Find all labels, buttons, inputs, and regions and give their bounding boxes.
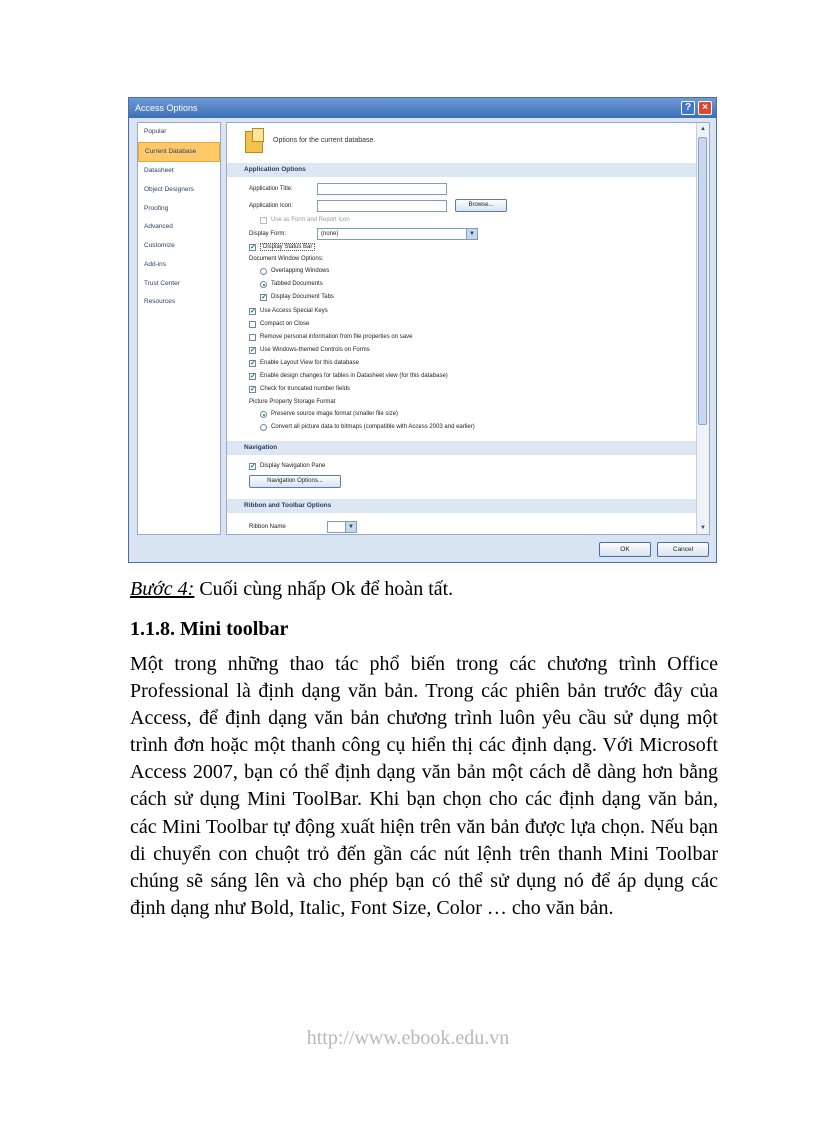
- scrollbar-thumb[interactable]: [698, 137, 707, 425]
- preserve-source-radio[interactable]: [260, 411, 267, 418]
- cancel-button[interactable]: Cancel: [657, 542, 709, 557]
- database-options-icon: [245, 131, 263, 153]
- check-truncated-label: Check for truncated number fields: [260, 386, 351, 392]
- nav-item-resources[interactable]: Resources: [144, 298, 176, 306]
- chevron-down-icon: ▼: [466, 229, 477, 239]
- step-label: Bước 4:: [130, 578, 195, 600]
- access-options-dialog: [128, 97, 717, 563]
- options-content: [226, 122, 710, 535]
- use-windows-themed-checkbox[interactable]: ✓: [250, 347, 256, 354]
- body-paragraph: Một trong những thao tác phổ biến trong các chương trình Office Professional là định dạng văn bản. Trong các phiên bản trước đây của Access, để định dạng văn bản chương trình luôn yêu cầu sử dụng một trình đơn hoặc một thanh công cụ hiển thị các định dạng. Với Microsoft Access 2007, bạn có thể định dạng văn bản một cách dễ dàng hơn bằng cách sử dụng Mini ToolBar. Khi bạn chọn cho các định dạng văn bản, các Mini Toolbar tự động xuất hiện trên văn bản được lựa chọn. Nếu bạn di chuyển con chuột trỏ đến gần các nút lệnh trên thanh Mini Toolbar chúng sẽ sáng lên và cho phép bạn có thể sử dụng nó để áp dụng các định dạng như Bold, Italic, Font Size, Color … cho văn bản.: [130, 653, 718, 919]
- ribbon-name-label: Ribbon Name: [249, 524, 286, 530]
- remove-personal-info-label: Remove personal information from file properties on save: [260, 334, 413, 340]
- overlapping-windows-label: Overlapping Windows: [271, 268, 330, 274]
- dialog-title: Access Options: [135, 103, 198, 113]
- picture-storage-label: Picture Property Storage Format: [249, 399, 336, 405]
- display-status-bar-label: Display Status Bar: [260, 243, 315, 251]
- step-text: Cuối cùng nhấp Ok để hoàn tất.: [194, 578, 454, 600]
- display-form-value: (none): [321, 231, 339, 237]
- ok-button[interactable]: OK: [599, 542, 651, 557]
- section-heading: 1.1.8. Mini toolbar: [130, 618, 289, 640]
- nav-item-proofing[interactable]: Proofing: [144, 204, 169, 212]
- content-scrollbar[interactable]: [696, 123, 709, 534]
- display-status-bar-checkbox[interactable]: ✓: [250, 244, 256, 251]
- application-icon-label: Application Icon:: [249, 203, 294, 209]
- use-as-form-icon-label: Use as Form and Report Icon: [271, 217, 350, 223]
- nav-item-datasheet[interactable]: Datasheet: [144, 167, 174, 175]
- application-title-label: Application Title:: [249, 186, 293, 192]
- section-ribbon-toolbar: Ribbon and Toolbar Options: [227, 499, 697, 513]
- close-button[interactable]: ×: [698, 101, 712, 115]
- use-as-form-icon-checkbox[interactable]: [260, 217, 267, 224]
- nav-item-object-designers[interactable]: Object Designers: [144, 186, 194, 194]
- use-windows-themed-label: Use Windows-themed Controls on Forms: [260, 347, 370, 353]
- enable-layout-view-label: Enable Layout View for this database: [260, 360, 359, 366]
- nav-item-current-database[interactable]: Current Database: [138, 142, 220, 163]
- document-window-options-label: Document Window Options:: [249, 256, 324, 262]
- preserve-source-label: Preserve source image format (smaller file size): [271, 411, 399, 417]
- nav-item-popular[interactable]: Popular: [144, 128, 167, 135]
- nav-item-add-ins[interactable]: Add-ins: [144, 260, 167, 268]
- compact-on-close-label: Compact on Close: [260, 321, 310, 327]
- display-nav-pane-label: Display Navigation Pane: [260, 463, 326, 469]
- scroll-up-icon[interactable]: ▲: [700, 126, 706, 132]
- display-document-tabs-label: Display Document Tabs: [271, 294, 334, 300]
- enable-design-changes-checkbox[interactable]: ✓: [250, 373, 256, 380]
- use-access-special-keys-checkbox[interactable]: ✓: [250, 308, 256, 315]
- check-truncated-checkbox[interactable]: ✓: [250, 386, 256, 393]
- help-button[interactable]: ?: [681, 101, 695, 115]
- scroll-down-icon[interactable]: ▼: [700, 525, 706, 531]
- display-nav-pane-checkbox[interactable]: ✓: [250, 463, 256, 470]
- options-header-text: Options for the current database.: [273, 137, 376, 144]
- display-document-tabs-checkbox[interactable]: ✓: [261, 294, 267, 301]
- chevron-down-icon: ▼: [345, 522, 356, 532]
- enable-design-changes-label: Enable design changes for tables in Datasheet view (for this database): [260, 373, 448, 379]
- ribbon-name-dropdown[interactable]: [327, 521, 357, 533]
- options-nav: [137, 122, 221, 535]
- tabbed-documents-label: Tabbed Documents: [271, 281, 323, 287]
- application-icon-input[interactable]: [317, 200, 447, 212]
- browse-button[interactable]: Browse...: [455, 199, 507, 212]
- footer-url: http://www.ebook.edu.vn: [306, 1027, 510, 1049]
- display-form-dropdown[interactable]: [317, 228, 478, 240]
- section-application-options: Application Options: [227, 163, 697, 177]
- dialog-titlebar: [129, 98, 716, 118]
- step-caption: [130, 578, 453, 601]
- use-access-special-keys-label: Use Access Special Keys: [260, 308, 328, 314]
- tabbed-documents-radio[interactable]: [260, 281, 267, 288]
- convert-picture-label: Convert all picture data to bitmaps (compatible with Access 2003 and earlier): [271, 424, 475, 430]
- navigation-options-button[interactable]: Navigation Options...: [249, 475, 341, 488]
- options-header: [227, 123, 697, 161]
- nav-item-customize[interactable]: Customize: [144, 242, 175, 250]
- nav-item-trust-center[interactable]: Trust Center: [144, 279, 180, 287]
- remove-personal-info-checkbox[interactable]: [249, 334, 256, 341]
- section-navigation: Navigation: [227, 441, 697, 455]
- enable-layout-view-checkbox[interactable]: ✓: [250, 360, 256, 367]
- display-form-label: Display Form:: [249, 231, 287, 237]
- convert-picture-radio[interactable]: [260, 424, 267, 431]
- nav-item-advanced[interactable]: Advanced: [144, 223, 173, 231]
- overlapping-windows-radio[interactable]: [260, 268, 267, 275]
- compact-on-close-checkbox[interactable]: [249, 321, 256, 328]
- application-title-input[interactable]: [317, 183, 447, 195]
